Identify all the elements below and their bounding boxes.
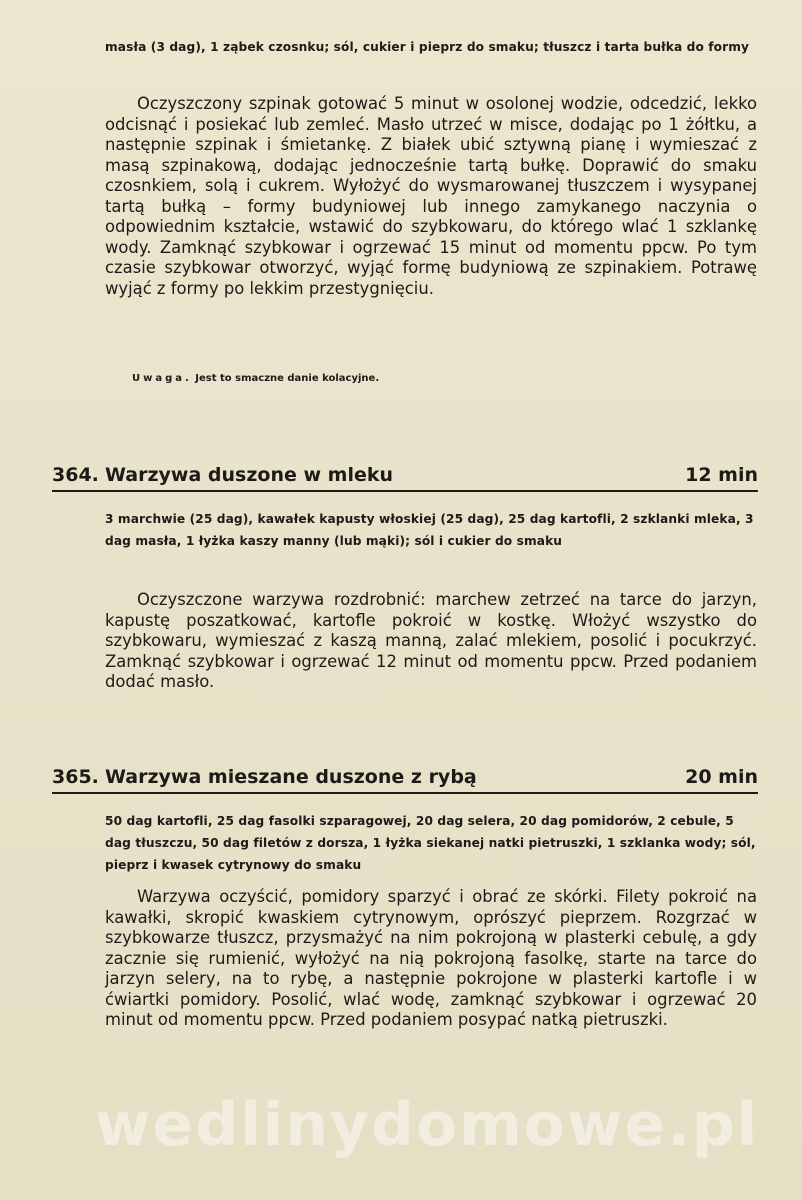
recipe-number: 365. bbox=[52, 766, 99, 788]
recipe-time: 20 min bbox=[685, 766, 758, 788]
recipe-title: Warzywa mieszane duszone z rybą bbox=[105, 766, 477, 788]
recipe-364-ingredients: 3 marchwie (25 dag), kawałek kapusty włoskiej (25 dag), 25 dag kartofli, 2 szklanki mleka, 3 dag masła, 1 łyżka kaszy manny (lub mąki); sól i cukier do smaku bbox=[105, 512, 754, 548]
recipe-365-heading bbox=[52, 766, 758, 794]
recipe-365-ingredients: 50 dag kartofli, 25 dag fasolki szparagowej, 20 dag selera, 20 dag pomidorów, 2 cebule, 5 dag tłuszczu, 50 dag filetów z dorsza, 1 łyżka siekanej natki pietruszki, 1 szklanka wody; sól, pieprz i kwasek cytrynowy do smaku bbox=[105, 814, 756, 872]
watermark: wedlinydomowe.pl bbox=[95, 1090, 760, 1160]
recipe-time: 12 min bbox=[685, 464, 758, 486]
recipe-title: Warzywa duszone w mleku bbox=[105, 464, 394, 486]
note-label: Uwaga. bbox=[132, 373, 192, 384]
intro-ingredients: masła (3 dag), 1 ząbek czosnku; sól, cukier i pieprz do smaku; tłuszcz i tarta bułka do formy bbox=[105, 40, 750, 54]
recipe-364-method: Oczyszczone warzywa rozdrobnić: marchew zetrzeć na tarce do jarzyn, kapustę poszatkować, kartofle pokroić w kostkę. Włożyć wszystko do szybkowaru, wymieszać z kaszą manną, zalać mlekiem, posolić i pocukrzyć. Zamknąć szybkowar i ogrzewać 12 minut od momentu ppcw. Przed podaniem dodać masło. bbox=[105, 590, 757, 691]
recipe-364-heading bbox=[52, 464, 758, 492]
intro-method: Oczyszczony szpinak gotować 5 minut w osolonej wodzie, odcedzić, lekko odcisnąć i posiekać lub zemleć. Masło utrzeć w misce, dodając po 1 żółtku, a następnie szpinak i śmietankę. Z białek ubić sztywną pianę i wymieszać z masą szpinakową, dodając jednocześnie tartą bułkę. Doprawić do smaku czosnkiem, solą i cukrem. Wyłożyć do wysmarowanej tłuszczem i wysypanej tartą bułką – formy budyniowej lub innego zamykanego naczynia o odpowiednim kształcie, wstawić do szybkowaru, do którego wlać 1 szklankę wody. Zamknąć szybkowar i ogrzewać 15 minut od momentu ppcw. Po tym czasie szybkowar otworzyć, wyjąć formę budyniową ze szpinakiem. Potrawę wyjąć z formy po lekkim przestygnięciu. bbox=[105, 94, 757, 298]
intro-note bbox=[132, 373, 379, 384]
note-text: Jest to smaczne danie kolacyjne. bbox=[195, 373, 380, 384]
recipe-number: 364. bbox=[52, 464, 99, 486]
recipe-365-method: Warzywa oczyścić, pomidory sparzyć i obrać ze skórki. Filety pokroić na kawałki, skropić kwaskiem cytrynowym, oprószyć pieprzem. Rozgrzać w szybkowarze tłuszcz, przysmażyć na nim pokrojoną w plasterki cebulę, a gdy zacznie się rumienić, wyłożyć na nią pokrojoną fasolkę, starte na tarce do jarzyn selery, na to rybę, a następnie pokrojone w plasterki kartofle i w ćwiartki pomidory. Posolić, wlać wodę, zamknąć szybkowar i ogrzewać 20 minut od momentu ppcw. Przed podaniem posypać natką pietruszki. bbox=[105, 887, 757, 1029]
